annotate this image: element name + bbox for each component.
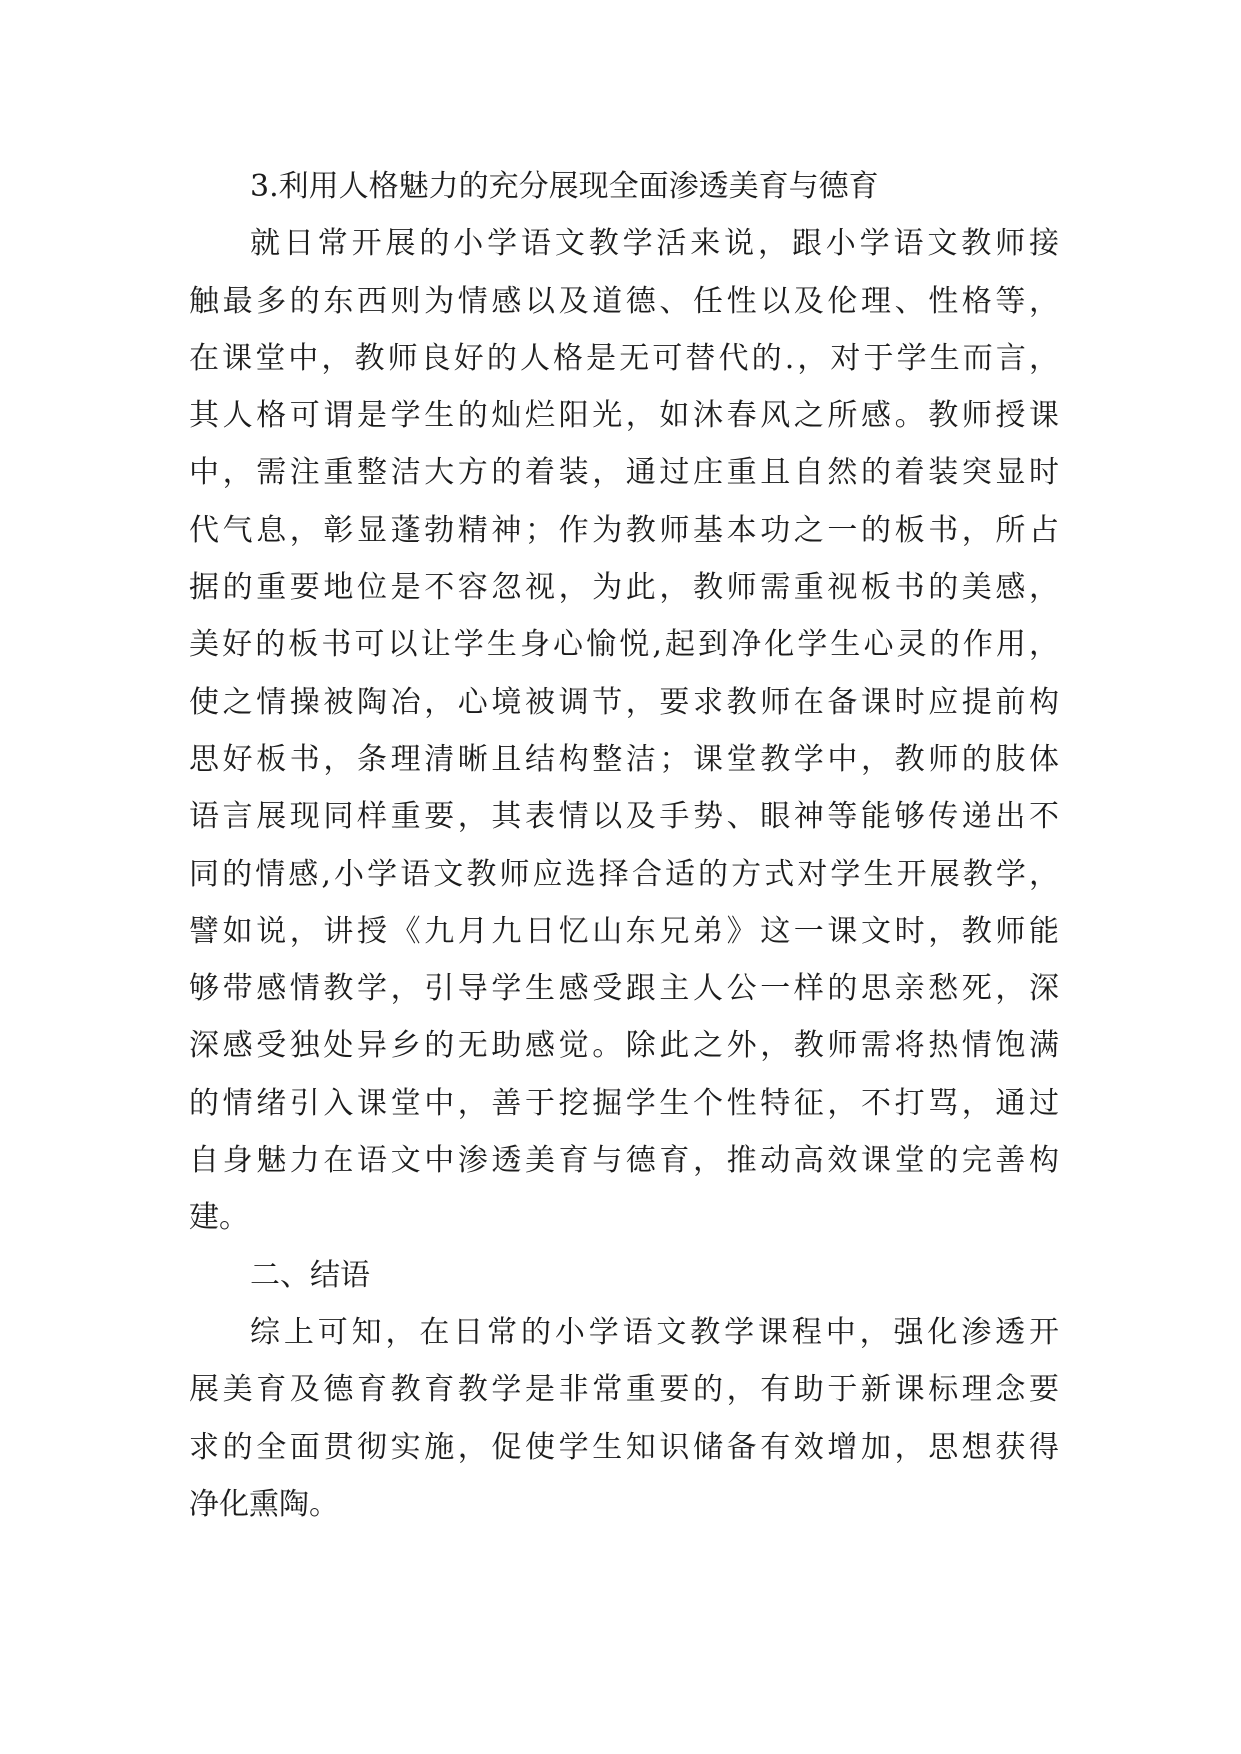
paragraph-line: 据的重要地位是不容忽视，为此，教师需重视板书的美感， (189, 570, 1059, 606)
paragraph-line: 譬如说，讲授《九月九日忆山东兄弟》这一课文时，教师能 (189, 913, 1059, 949)
paragraph-line: 同的情感,小学语文教师应选择合适的方式对学生开展教学， (189, 856, 1059, 892)
paragraph-line: 就日常开展的小学语文教学活来说，跟小学语文教师接 (250, 226, 1059, 262)
paragraph-line: 其人格可谓是学生的灿烂阳光，如沐春风之所感。教师授课 (189, 398, 1059, 434)
paragraph-line: 的情绪引入课堂中，善于挖掘学生个性特征，不打骂，通过 (189, 1085, 1059, 1121)
section-heading: 二、结语 (250, 1257, 370, 1293)
paragraph-line: 深感受独处异乡的无助感觉。除此之外，教师需将热情饱满 (189, 1028, 1059, 1064)
paragraph-line: 综上可知，在日常的小学语文教学课程中，强化渗透开 (250, 1314, 1059, 1350)
paragraph-line: 自身魅力在语文中渗透美育与德育，推动高效课堂的完善构 (189, 1143, 1059, 1179)
paragraph-line: 在课堂中，教师良好的人格是无可替代的.，对于学生而言， (189, 340, 1059, 376)
paragraph-line: 净化熏陶。 (189, 1486, 339, 1522)
paragraph (189, 215, 1059, 1246)
paragraph (189, 1304, 1059, 1533)
paragraph-line: 使之情操被陶冶，心境被调节，要求教师在备课时应提前构 (189, 684, 1059, 720)
paragraph-line: 思好板书，条理清晰且结构整洁；课堂教学中，教师的肢体 (189, 741, 1059, 777)
document-body (189, 158, 1059, 1533)
section-heading: 3.利用人格魅力的充分展现全面渗透美育与德育 (250, 169, 879, 204)
paragraph-line: 语言展现同样重要，其表情以及手势、眼神等能够传递出不 (189, 799, 1059, 835)
paragraph-line: 触最多的东西则为情感以及道德、任性以及伦理、性格等， (189, 283, 1059, 319)
paragraph-line: 求的全面贯彻实施，促使学生知识储备有效增加，思想获得 (189, 1429, 1059, 1465)
paragraph-line: 展美育及德育教育教学是非常重要的，有助于新课标理念要 (189, 1372, 1059, 1408)
paragraph-line: 建。 (189, 1200, 249, 1236)
paragraph-line: 代气息，彰显蓬勃精神；作为教师基本功之一的板书，所占 (189, 512, 1059, 548)
paragraph-line: 够带感情教学，引导学生感受跟主人公一样的思亲愁死，深 (189, 971, 1059, 1007)
paragraph-line: 中，需注重整洁大方的着装，通过庄重且自然的着装突显时 (189, 455, 1059, 491)
paragraph-line: 美好的板书可以让学生身心愉悦,起到净化学生心灵的作用， (189, 627, 1059, 663)
